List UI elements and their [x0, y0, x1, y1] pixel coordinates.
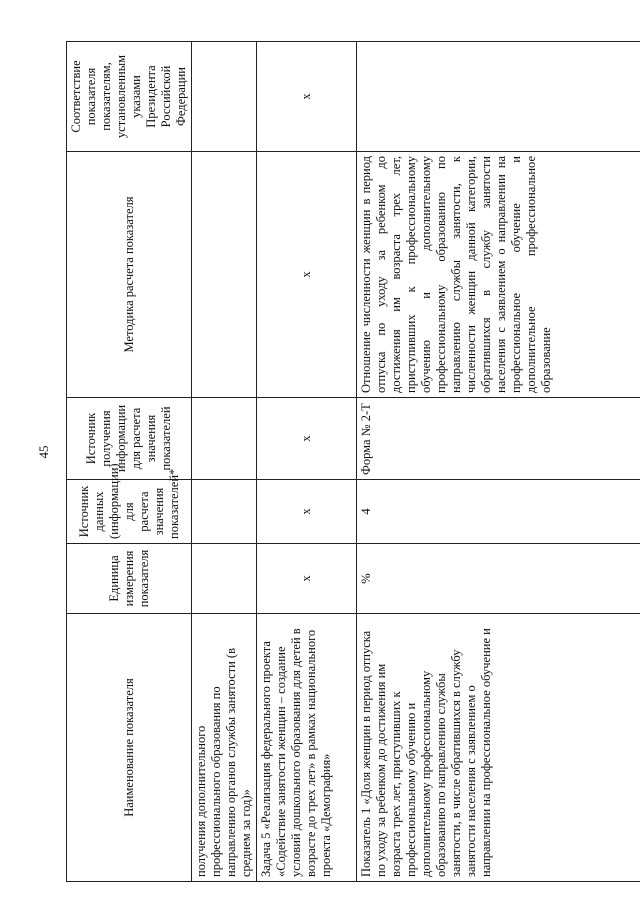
cell-method [192, 152, 257, 398]
cell-data-source: x [257, 480, 357, 544]
indicator-table [66, 41, 640, 882]
header-info-source: Источник получения информации для расчета значения показателей [67, 398, 192, 480]
cell-name: Показатель 1 «Доля женщин в период отпуска по уходу за ребенком до достижения им возраста трех лет, приступивших к профессиональному обучению и дополнительному профессиональному образованию по направлению службы занятости, в числе обратившихся в службу занятости населения с заявлением о направлении на профессиональное обучение и [357, 614, 640, 882]
table-row [257, 42, 357, 882]
cell-data-source [192, 480, 257, 544]
header-unit: Единица измерения показателя [67, 544, 192, 614]
cell-name: Задача 5 «Реализация федерального проекта «Содействие занятости женщин – создание условий дошкольного образования для детей в возрасте до трех лет» в рамках национального проекта «Демография» [257, 614, 357, 882]
cell-unit: % [357, 544, 640, 614]
cell-method: Отношение численности женщин в период отпуска по уходу за ребенком до достижения им возраста трех лет, приступивших к профессиональному обучению и дополнительному профессиональному образованию по направлению службы занятости, к численности женщин данной категории, обратившихся в службу занятости населения с заявлением о направлении на профессиональное обучение и дополнительное профессиональное образование [357, 152, 640, 398]
cell-compliance [357, 42, 640, 152]
table-row [192, 42, 257, 882]
cell-info-source [192, 398, 257, 480]
cell-unit [192, 544, 257, 614]
header-data-source: Источник данных (информации) для расчета значения показателей* [67, 480, 192, 544]
cell-unit: x [257, 544, 357, 614]
cell-data-source: 4 [357, 480, 640, 544]
indicator-table-sheet [66, 42, 640, 882]
cell-compliance [192, 42, 257, 152]
table-header-row [67, 42, 192, 882]
header-compliance: Соответствие показателя показателям, установленным указами Президента Российской Федерации [67, 42, 192, 152]
cell-info-source: x [257, 398, 357, 480]
rotated-page [66, 42, 640, 882]
cell-name: получения дополнительного профессионального образования по направлению органов службы занятости (в среднем за год)» [192, 614, 257, 882]
table-row [357, 42, 640, 882]
cell-info-source: Форма № 2-Т [357, 398, 640, 480]
page-number: 45 [36, 445, 51, 459]
cell-compliance: x [257, 42, 357, 152]
cell-method: x [257, 152, 357, 398]
header-name: Наименование показателя [67, 614, 192, 882]
header-method: Методика расчета показателя [67, 152, 192, 398]
